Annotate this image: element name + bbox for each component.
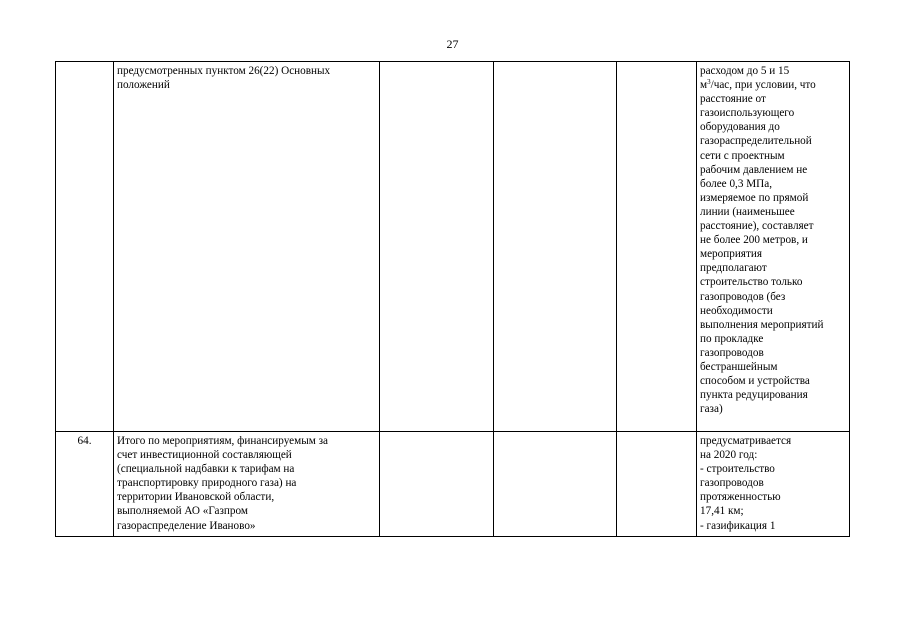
- description-cell: [697, 432, 850, 537]
- activity-name-line: положений: [117, 79, 170, 92]
- description-line: предполагают: [700, 262, 767, 275]
- description-line: линии (наименьшее: [700, 205, 795, 218]
- description-line: - строительство: [700, 463, 775, 476]
- description-line: необходимости: [700, 304, 773, 317]
- activity-name-line: счет инвестиционной составляющей: [117, 449, 292, 462]
- description-line: расходом до 5 и 15: [700, 65, 790, 77]
- activity-name-line: транспортировку природного газа) на: [117, 477, 297, 490]
- description-line: мероприятия: [700, 248, 762, 261]
- empty-cell-5: [617, 432, 697, 537]
- description-line: бестраншейным: [700, 360, 778, 373]
- description-line: расстояние от: [700, 93, 766, 106]
- unit-superscript: 3: [707, 78, 711, 87]
- description-line: газопроводов: [700, 346, 764, 359]
- description-line: газопроводов: [700, 477, 764, 490]
- empty-cell-4: [494, 432, 617, 537]
- description-line: 17,41 км;: [700, 505, 744, 518]
- unit-base: м: [700, 79, 708, 92]
- description-line: выполнения мероприятий: [700, 318, 824, 331]
- description-line: газораспределительной: [700, 135, 812, 148]
- table-row: [56, 432, 850, 537]
- row-number-cell: [56, 62, 114, 432]
- activity-name-line: (специальной надбавки к тарифам на: [117, 463, 295, 476]
- activity-name-line: территории Ивановской области,: [117, 491, 275, 504]
- activity-name-line: предусмотренных пунктом 26(22) Основных: [117, 65, 331, 77]
- description-line: строительство только: [700, 276, 803, 289]
- activities-table: [55, 61, 850, 537]
- activity-name-cell: [114, 62, 380, 432]
- description-line: - газификация 1: [700, 519, 776, 532]
- description-line: по прокладке: [700, 332, 764, 345]
- description-line: более 0,3 МПа,: [700, 177, 773, 190]
- activity-name-line: газораспределение Иваново»: [117, 519, 256, 532]
- activity-name-cell: [114, 432, 380, 537]
- description-line: газа): [700, 403, 723, 416]
- description-line: не более 200 метров, и: [700, 234, 808, 247]
- empty-cell-3: [380, 62, 494, 432]
- description-line: расстояние), составляет: [700, 220, 814, 233]
- description-line: сети с проектным: [700, 149, 785, 162]
- description-line: измеряемое по прямой: [700, 191, 809, 204]
- empty-cell-4: [494, 62, 617, 432]
- description-line: протяженностью: [700, 491, 781, 504]
- description-line-unit: [700, 78, 846, 92]
- activity-name-line: Итого по мероприятиям, финансируемым за: [117, 435, 328, 447]
- empty-cell-3: [380, 432, 494, 537]
- description-line: газоиспользующего: [700, 107, 795, 120]
- table-row: [56, 62, 850, 432]
- row-number-cell: 64.: [56, 432, 114, 537]
- description-cell: [697, 62, 850, 432]
- description-line: рабочим давлением не: [700, 163, 808, 176]
- description-line: на 2020 год:: [700, 449, 758, 462]
- description-line: оборудования до: [700, 121, 780, 134]
- description-line: газопроводов (без: [700, 290, 786, 303]
- empty-cell-5: [617, 62, 697, 432]
- page-number: 27: [446, 37, 459, 51]
- description-line: способом и устройства: [700, 375, 810, 388]
- activity-name-line: выполняемой АО «Газпром: [117, 505, 248, 518]
- description-line: пункта редуцирования: [700, 389, 808, 402]
- unit-rest: /час, при условии, что: [710, 79, 816, 92]
- description-line: предусматривается: [700, 435, 792, 447]
